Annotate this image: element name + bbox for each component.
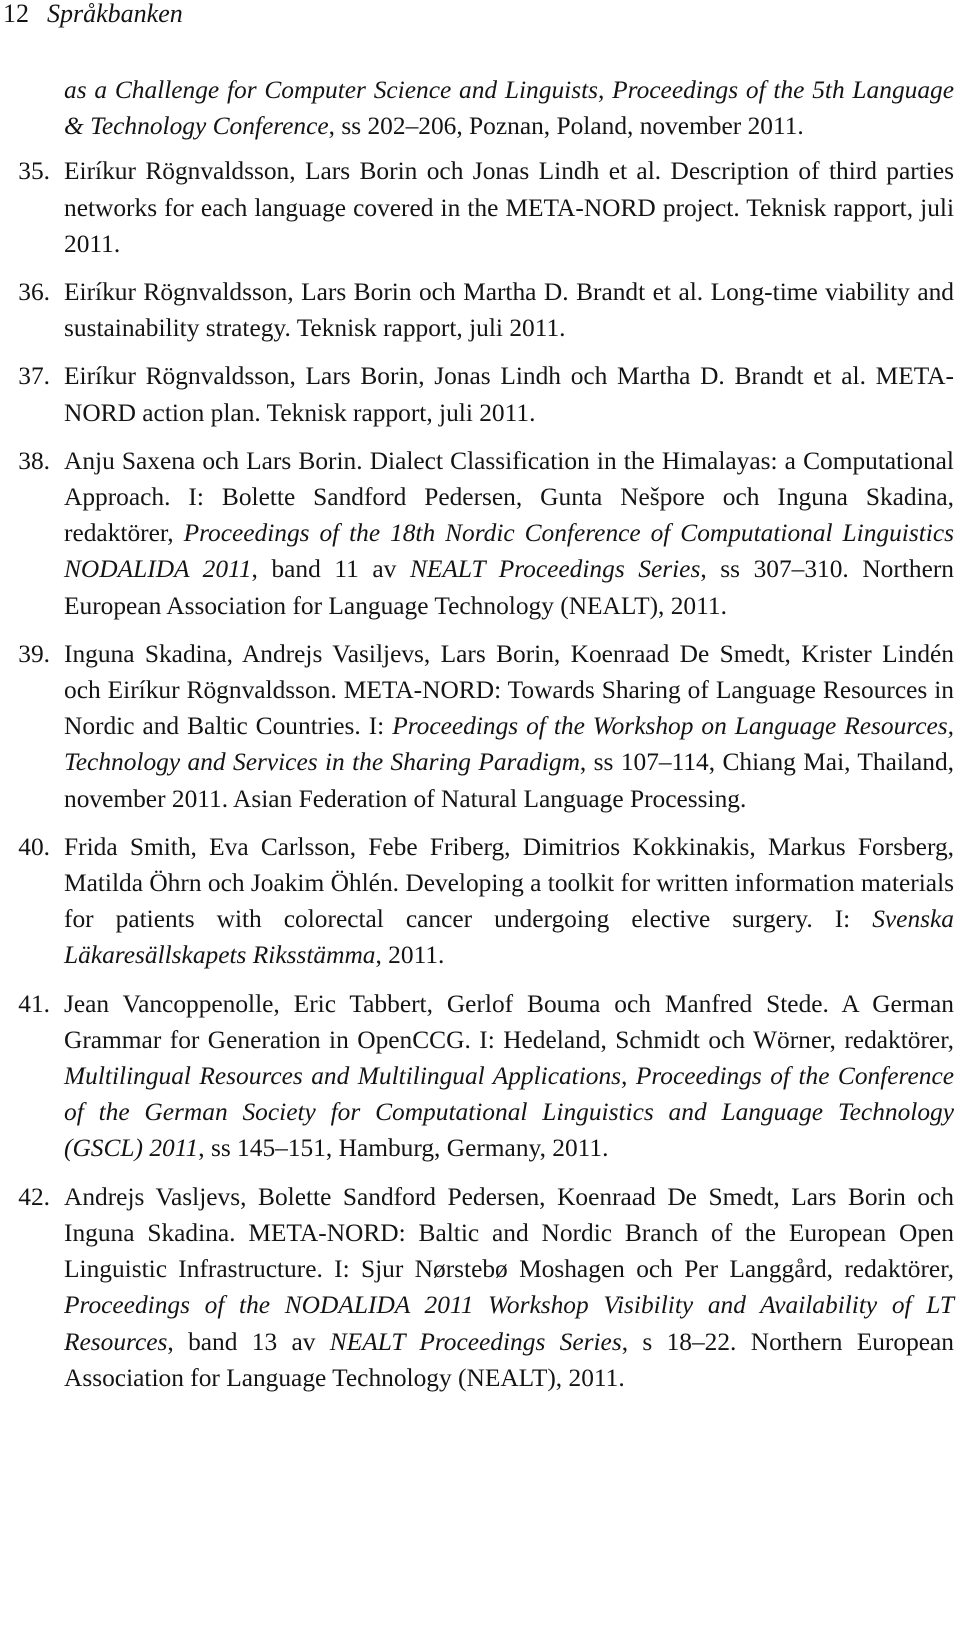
reference-item: [0, 153, 954, 262]
reference-italic-text: Svenska Läkaresällskapets Riksstämma: [64, 905, 954, 970]
reference-italic-text: Multilingual Resources and Multilingual Applications, Proceedings of the Conference of the German Society for Computational Linguistics and Language Technology (GSCL) 2011: [64, 1062, 954, 1163]
reference-text: , band 13 av: [167, 1327, 330, 1356]
reference-text: , ss 107–114, Chiang Mai, Thailand, november 2011. Asian Federation of Natural Language Processing.: [64, 748, 954, 813]
reference-text: , s 18–22. Northern European Association for Language Technology (NEALT), 2011.: [64, 1327, 955, 1392]
reference-number: 36.: [18, 278, 50, 307]
reference-number: 39.: [18, 639, 50, 668]
reference-number: 38.: [18, 446, 50, 475]
running-head: [3, 0, 183, 28]
reference-text: , ss 202–206, Poznan, Poland, november 2011.: [328, 112, 804, 141]
reference-number: 42.: [18, 1182, 50, 1211]
reference-list: [0, 72, 954, 1408]
reference-number: 41.: [18, 989, 50, 1018]
reference-italic-text: Proceedings of the 18th Nordic Conference of Computational Linguistics NODALIDA 2011: [64, 519, 954, 584]
reference-text: Frida Smith, Eva Carlsson, Febe Friberg, Dimitrios Kokkinakis, Markus Forsberg, Matilda Öhrn och Joakim Öhlén. Developing a toolkit for written information materials for patients with colorectal cancer undergoing elective surgery. I:: [64, 832, 954, 934]
reference-italic-text: NEALT Proceedings Series: [409, 555, 701, 584]
reference-item: [0, 443, 954, 624]
reference-item: [0, 829, 954, 974]
reference-italic-text: as a Challenge for Computer Science and Linguists, Proceedings of the 5th Language & Technology Conference: [64, 76, 954, 141]
page-number: 12: [3, 0, 29, 28]
reference-number: 35.: [18, 157, 50, 186]
reference-italic-text: NEALT Proceedings Series: [329, 1327, 622, 1356]
reference-item: [0, 1179, 954, 1396]
reference-item: [0, 358, 954, 430]
reference-italic-text: Proceedings of the NODALIDA 2011 Workshop Visibility and Availability of LT Resources: [64, 1291, 954, 1356]
reference-item: [0, 636, 954, 817]
reference-text: , ss 145–151, Hamburg, Germany, 2011.: [198, 1134, 609, 1163]
reference-text: , ss 307–310. Northern European Association for Language Technology (NEALT), 2011.: [64, 555, 955, 620]
reference-text: Jean Vancoppenolle, Eric Tabbert, Gerlof Bouma och Manfred Stede. A German Grammar for Generation in OpenCCG. I: Hedeland, Schmidt och Wörner, redaktörer,: [64, 989, 954, 1054]
reference-text: Andrejs Vasljevs, Bolette Sandford Pedersen, Koenraad De Smedt, Lars Borin och Inguna Skadina. META-NORD: Baltic and Nordic Branch of the European Open Linguistic Infrastructure. I: Sjur Nørstebø Moshagen och Per Langgård, redaktörer,: [64, 1182, 954, 1284]
reference-italic-text: Proceedings of the Workshop on Language Resources, Technology and Services in the Sharing Paradigm: [64, 712, 955, 777]
reference-item: [0, 986, 954, 1167]
reference-number: 37.: [18, 362, 50, 391]
reference-text: , 2011.: [375, 941, 445, 970]
reference-text: , band 11 av: [251, 555, 410, 584]
reference-text: Anju Saxena och Lars Borin. Dialect Classification in the Himalayas: a Computational Approach. I: Bolette Sandford Pedersen, Gunta Nešpore och Inguna Skadina, redaktörer,: [64, 446, 954, 548]
reference-text: Eiríkur Rögnvaldsson, Lars Borin och Jonas Lindh et al. Description of third parties networks for each language covered in the META-NORD project. Teknisk rapport, juli 2011.: [64, 157, 954, 258]
reference-text: Eiríkur Rögnvaldsson, Lars Borin och Martha D. Brandt et al. Long-time viability and sustainability strategy. Teknisk rapport, juli 2011.: [64, 278, 954, 343]
reference-item: [0, 72, 954, 144]
reference-number: 40.: [18, 832, 50, 861]
reference-item: [0, 274, 954, 346]
reference-text: Inguna Skadina, Andrejs Vasiljevs, Lars Borin, Koenraad De Smedt, Krister Lindén och Eiríkur Rögnvaldsson. META-NORD: Towards Sharing of Language Resources in Nordic and Baltic Countries. I:: [64, 639, 954, 741]
reference-text: Eiríkur Rögnvaldsson, Lars Borin, Jonas Lindh och Martha D. Brandt et al. META-NORD action plan. Teknisk rapport, juli 2011.: [64, 362, 954, 427]
running-title: Språkbanken: [47, 0, 183, 28]
